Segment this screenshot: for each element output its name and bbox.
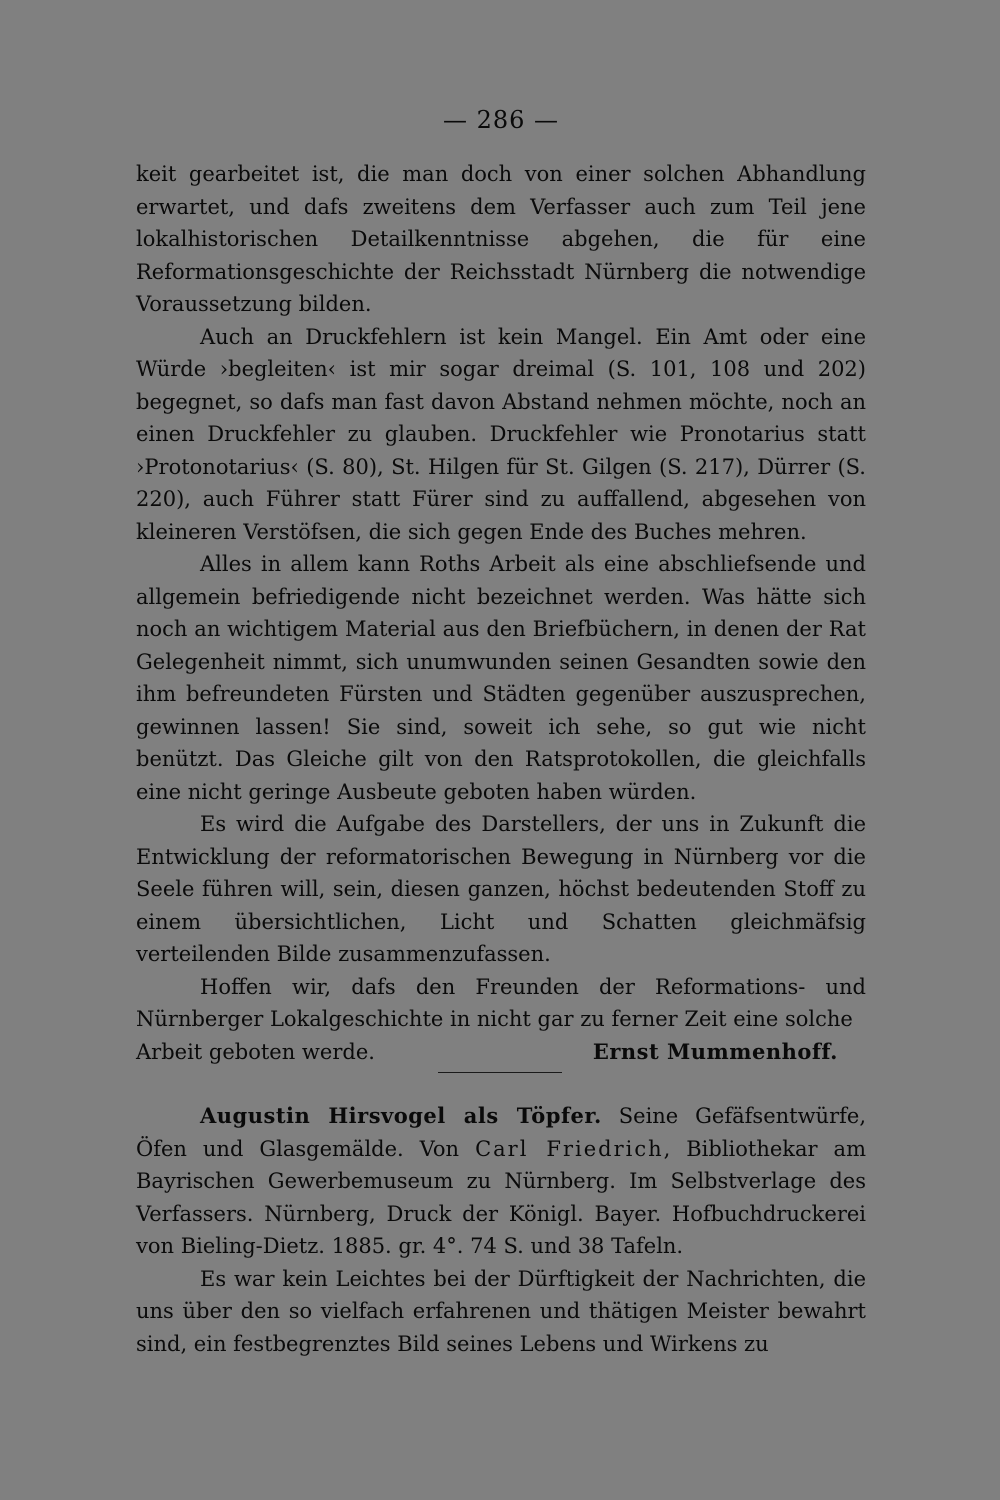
page-number: — 286 —	[442, 106, 560, 134]
paragraph-task: Es wird die Aufgabe des Darstellers, der uns in Zukunft die Entwicklung der reformatorischen Bewegung in Nürnberg vor die Seele führen will, sein, diesen ganzen, höchst bedeutenden Stoff zu einem übersichtlichen, Licht und Schatten gleichmäfsig verteilenden Bilde zusammenzufassen.	[136, 812, 866, 966]
book-citation	[136, 1100, 866, 1263]
book-author: Carl Friedrich	[475, 1136, 664, 1161]
paragraph-review-start: Es war kein Leichtes bei der Dürftigkeit der Nachrichten, die uns über den so vielfach erfahrenen und thätigen Meister bewahrt sind, ein festbegrenztes Bild seines Lebens und Wirkens zu	[136, 1266, 866, 1356]
paragraph-continuation: keit gearbeitet ist, die man doch von einer solchen Abhandlung erwartet, und dafs zweitens dem Verfasser auch zum Teil jene lokalhistorischen Detailkenntnisse abgehen, die für eine Reformationsgeschichte der Reichsstadt Nürnberg die notwendige Voraussetzung bilden.	[136, 162, 866, 316]
book-title: Augustin Hirsvogel als Töpfer.	[200, 1103, 602, 1128]
closing-line	[136, 1036, 866, 1069]
paragraph-misprints: Auch an Druckfehlern ist kein Mangel. Ein Amt oder eine Würde ›begleiten‹ ist mir sogar dreimal (S. 101, 108 und 202) begegnet, so dafs man fast davon Abstand nehmen möchte, noch an einen Druckfehler zu glauben. Druckfehler wie Pronotarius statt ›Protonotarius‹ (S. 80), St. Hilgen für St. Gilgen (S. 217), Dürrer (S. 220), auch Führer statt Fürer sind zu auffallend, abgesehen von kleineren Verstöfsen, die sich gegen Ende des Buches mehren.	[136, 324, 866, 544]
document-page	[136, 100, 866, 1360]
book-subtitle-b: , Bibliothekar am Bayrischen Gewerbemuseum zu Nürnberg. Im Selbstverlage des Verfassers. Nürnberg, Druck der Königl. Bayer. Hofbuchdruckerei von Bieling-Dietz. 1885. gr. 4°. 74 S. und 38 Tafeln.	[136, 1136, 866, 1258]
separator-rule	[438, 1072, 562, 1073]
review-hirsvogel	[136, 1100, 866, 1360]
book-subtitle-a: Seine Gefäfsentwürfe, Öfen und Glasgemälde. Von	[136, 1104, 866, 1161]
reviewer-signature: Ernst Mummenhoff.	[592, 1038, 838, 1064]
section-gap	[136, 1068, 866, 1100]
paragraph-assessment: Alles in allem kann Roths Arbeit als eine abschliefsende und allgemein befriedigende nicht bezeichnet werden. Was hätte sich noch an wichtigem Material aus den Briefbüchern, in denen der Rat Gelegenheit nimmt, sich unumwunden seinen Gesandten sowie den ihm befreundeten Fürsten und Städten gegenüber auszusprechen, gewinnen lassen! Sie sind, soweit ich sehe, so gut wie nicht benützt. Das Gleiche gilt von den Ratsprotokollen, die gleichfalls eine nicht geringe Ausbeute geboten haben würden.	[136, 552, 866, 804]
paragraph-hope: Hoffen wir, dafs den Freunden der Reformations- und Nürnberger Lokalgeschichte in nicht gar zu ferner Zeit eine solche	[136, 974, 866, 1031]
closing-text: Arbeit geboten werde.	[136, 1039, 375, 1064]
review-mummenhoff	[136, 158, 866, 1068]
